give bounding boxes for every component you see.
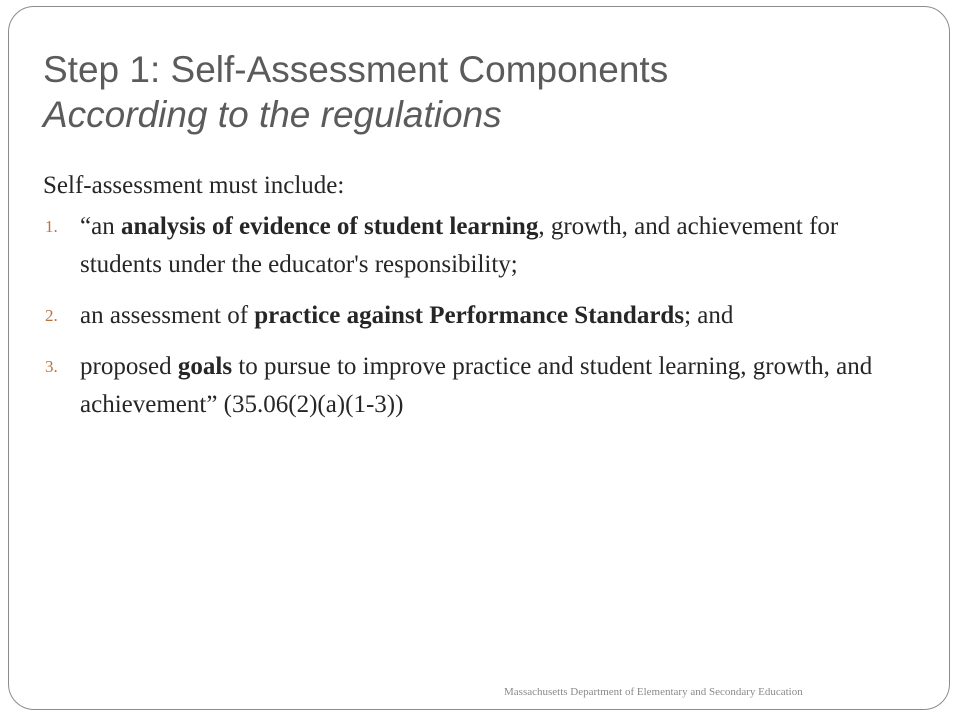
list-item-number: 2. <box>45 306 58 325</box>
item-text-plain: an assessment of <box>80 302 255 329</box>
list-item-number: 3. <box>45 357 58 376</box>
slide-title: Step 1: Self-Assessment Components <box>43 49 669 90</box>
footer-text: Massachusetts Department of Elementary and Secondary Education <box>504 686 803 698</box>
item-text-plain: to pursue to improve practice and student learning, growth, and achievement” (35.06(2)(a)(1-3)) <box>80 353 873 418</box>
list-item-text <box>80 302 733 329</box>
item-text-plain: proposed <box>80 353 178 380</box>
item-text-emphasis: analysis of evidence of student learning <box>120 213 539 240</box>
list-item-number: 1. <box>45 217 58 236</box>
slide-frame <box>8 6 950 710</box>
list-item <box>43 297 923 335</box>
intro-text: Self-assessment must include: <box>43 172 345 199</box>
slide-title-block <box>43 47 923 137</box>
item-text-plain: ; and <box>684 302 734 329</box>
list-item-text <box>80 353 872 418</box>
list-item-text <box>80 213 838 278</box>
list-item <box>43 208 923 284</box>
item-text-emphasis: practice against Performance Standards <box>254 302 685 329</box>
slide-subtitle: According to the regulations <box>43 94 502 135</box>
slide-body <box>43 167 923 437</box>
item-text-emphasis: goals <box>177 353 233 380</box>
item-text-plain: , growth, and achievement for students under the educator's responsibility; <box>80 213 839 278</box>
requirements-list <box>43 208 923 424</box>
item-text-plain: “an <box>80 213 121 240</box>
list-item <box>43 348 923 424</box>
